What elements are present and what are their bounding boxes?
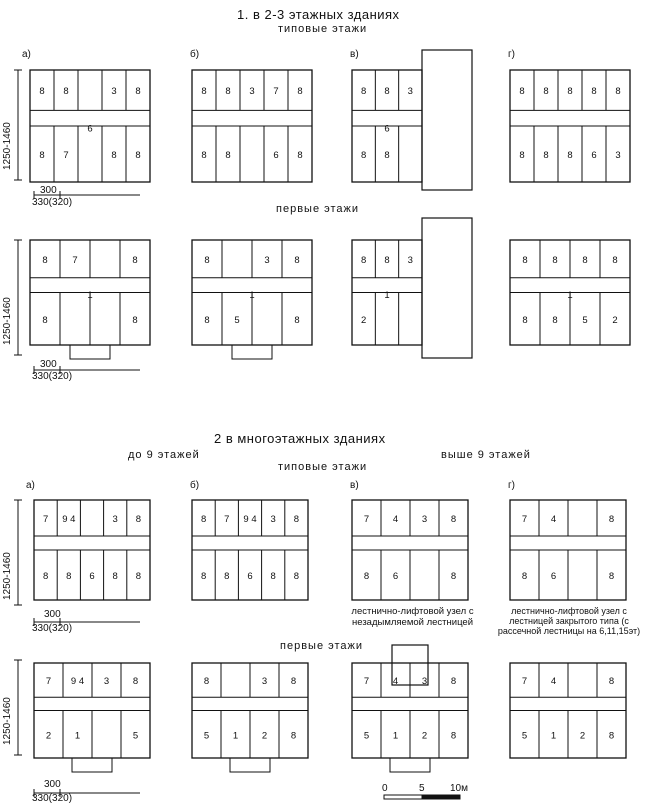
room-number: 4 xyxy=(392,676,399,688)
room-number: 8 xyxy=(522,254,528,266)
room-number: 8 xyxy=(612,254,618,266)
plan-2b-typical xyxy=(192,500,308,600)
room-number: 7 xyxy=(224,514,230,525)
room-number: 2 xyxy=(361,314,367,326)
room-number: 8 xyxy=(132,254,138,266)
stair-core xyxy=(422,218,472,358)
variant-label-g2: г) xyxy=(508,480,515,491)
dim-module-alt-1: 330(320) xyxy=(32,197,73,208)
room-number: 8 xyxy=(450,676,457,688)
room-number: 1 xyxy=(249,289,255,301)
dim-module-2: 300 xyxy=(40,359,57,370)
room-number: 8 xyxy=(200,571,207,582)
plan-2b-first xyxy=(192,663,308,772)
dim-module-4: 300 xyxy=(44,779,61,790)
room-number: 6 xyxy=(550,571,557,582)
room-number: 2 xyxy=(45,730,52,742)
room-number: 5 xyxy=(582,314,588,326)
room-number: 8 xyxy=(39,86,45,98)
room-number: 8 xyxy=(450,730,457,742)
variant-label-v: в) xyxy=(350,49,359,60)
room-number: 6 xyxy=(87,123,93,135)
room-number: 1 xyxy=(384,289,390,301)
room-number: 8 xyxy=(112,571,118,582)
plan-1a-typical xyxy=(30,70,150,182)
room-number: 8 xyxy=(201,150,207,161)
room-number: 1 xyxy=(550,730,557,742)
dim-module-alt-3: 330(320) xyxy=(32,623,73,634)
room-number: 3 xyxy=(421,676,428,688)
scale-0: 0 xyxy=(382,783,388,794)
room-number: 5 xyxy=(203,730,210,742)
room-number: 7 xyxy=(63,150,69,161)
room-number: 8 xyxy=(225,86,231,98)
room-number: 7 xyxy=(42,514,49,525)
room-number: 2 xyxy=(261,730,268,742)
room-number: 5 xyxy=(521,730,528,742)
room-number: 3 xyxy=(112,514,118,525)
room-number: 8 xyxy=(293,514,300,525)
room-number: 3 xyxy=(264,254,270,266)
room-number: 5 xyxy=(363,730,370,742)
room-number: 4 xyxy=(550,514,557,525)
variant-label-b: б) xyxy=(190,49,200,60)
room-number: 7 xyxy=(521,676,528,688)
room-number: 2 xyxy=(421,730,428,742)
room-number: 6 xyxy=(392,571,399,582)
room-number: 8 xyxy=(361,86,367,98)
room-number: 8 xyxy=(608,571,615,582)
section1-first-label: первые этажи xyxy=(276,203,360,215)
room-number: 8 xyxy=(521,571,528,582)
room-number: 8 xyxy=(203,676,210,688)
room-number: 8 xyxy=(361,254,367,266)
section1-title: 1. в 2-3 этажных зданиях xyxy=(237,7,400,22)
variant-label-a: а) xyxy=(22,49,31,60)
room-number: 3 xyxy=(249,86,255,98)
dim-depth-1: 1250-1460 xyxy=(2,122,13,170)
room-number: 8 xyxy=(297,86,303,98)
room-number: 3 xyxy=(421,514,428,525)
scale-5: 5 xyxy=(419,783,425,794)
room-number: 5 xyxy=(132,730,139,742)
caption-variant-g: лестнично-лифтовой узел с лестницей закрытого типа (с рассечной лестницы на 6,11,15эт) xyxy=(497,606,641,636)
plan-2a-first xyxy=(34,663,150,772)
room-number: 9 4 xyxy=(243,514,257,525)
room-number: 3 xyxy=(111,86,117,98)
plan-1g-first xyxy=(510,240,630,345)
plan-2v-typical xyxy=(352,500,468,600)
room-number: 6 xyxy=(384,123,390,135)
dim-module-1: 300 xyxy=(40,185,57,196)
room-number: 8 xyxy=(384,150,390,161)
room-number: 8 xyxy=(552,254,558,266)
room-number: 1 xyxy=(567,289,573,301)
room-number: 8 xyxy=(42,314,48,326)
plan-1g-typical xyxy=(510,70,630,182)
room-number: 2 xyxy=(579,730,586,742)
room-number: 8 xyxy=(384,86,390,98)
room-number: 8 xyxy=(567,150,573,161)
room-number: 9 4 xyxy=(62,514,76,525)
room-number: 7 xyxy=(45,676,52,688)
room-number: 1 xyxy=(392,730,399,742)
room-number: 8 xyxy=(591,86,597,98)
room-number: 8 xyxy=(270,571,276,582)
room-number: 7 xyxy=(521,514,528,525)
room-number: 8 xyxy=(135,514,142,525)
room-number: 3 xyxy=(261,676,268,688)
variant-label-v2: в) xyxy=(350,480,359,491)
variant-label-a2: а) xyxy=(26,480,35,491)
room-number: 3 xyxy=(615,150,621,161)
room-number: 9 4 xyxy=(70,676,85,688)
section2-first-label: первые этажи xyxy=(280,640,364,652)
room-number: 8 xyxy=(361,150,367,161)
room-number: 8 xyxy=(135,571,142,582)
room-number: 8 xyxy=(608,676,615,688)
room-number: 3 xyxy=(103,676,110,688)
room-number: 8 xyxy=(66,571,72,582)
section2-above-9: выше 9 этажей xyxy=(441,449,531,461)
room-number: 8 xyxy=(450,514,457,525)
room-number: 8 xyxy=(42,254,48,266)
dim-module-alt-4: 330(320) xyxy=(32,793,73,804)
room-number: 8 xyxy=(294,314,300,326)
entrance-porch xyxy=(390,758,430,772)
plan-1v-first xyxy=(352,218,472,358)
room-number: 6 xyxy=(273,150,279,161)
room-number: 3 xyxy=(407,86,413,98)
room-number: 7 xyxy=(363,514,370,525)
room-number: 8 xyxy=(297,150,303,161)
room-number: 7 xyxy=(363,676,370,688)
room-number: 2 xyxy=(612,314,618,326)
room-number: 6 xyxy=(89,571,95,582)
room-number: 4 xyxy=(392,514,399,525)
room-number: 8 xyxy=(552,314,558,326)
room-number: 8 xyxy=(567,86,573,98)
plan-2g-first xyxy=(510,663,626,758)
plan-2v-first xyxy=(352,645,468,772)
room-number: 8 xyxy=(135,150,141,161)
entrance-porch xyxy=(230,758,270,772)
dim-module-3: 300 xyxy=(44,609,61,620)
room-number: 8 xyxy=(204,314,210,326)
scale-10: 10м xyxy=(450,783,468,794)
room-number: 8 xyxy=(39,150,45,161)
entrance-porch xyxy=(72,758,112,772)
room-number: 1 xyxy=(232,730,239,742)
room-number: 7 xyxy=(273,86,279,98)
room-number: 6 xyxy=(591,150,597,161)
room-number: 8 xyxy=(543,150,549,161)
room-number: 3 xyxy=(270,514,276,525)
room-number: 3 xyxy=(407,254,413,266)
room-number: 8 xyxy=(135,86,141,98)
section2-title: 2 в многоэтажных зданиях xyxy=(214,431,386,446)
dim-depth-2: 1250-1460 xyxy=(2,297,13,345)
section2-typical-label: типовые этажи xyxy=(278,461,368,473)
room-number: 8 xyxy=(63,86,69,98)
room-number: 4 xyxy=(550,676,557,688)
room-number: 8 xyxy=(132,314,138,326)
room-number: 8 xyxy=(608,730,615,742)
room-number: 8 xyxy=(204,254,210,266)
entrance-porch xyxy=(70,345,110,359)
room-number: 8 xyxy=(582,254,588,266)
plan-1a-first xyxy=(30,240,150,359)
room-number: 1 xyxy=(87,289,93,301)
room-number: 8 xyxy=(42,571,49,582)
room-number: 8 xyxy=(543,86,549,98)
room-number: 8 xyxy=(615,86,621,98)
section2-up-to-9: до 9 этажей xyxy=(128,449,200,461)
room-number: 8 xyxy=(224,571,230,582)
plan-2g-typical xyxy=(510,500,626,600)
room-number: 8 xyxy=(111,150,117,161)
room-number: 1 xyxy=(74,730,81,742)
variant-label-g: г) xyxy=(508,49,515,60)
room-number: 8 xyxy=(384,254,390,266)
room-number: 8 xyxy=(522,314,528,326)
plan-1v-typical xyxy=(352,50,472,190)
room-number: 8 xyxy=(519,150,525,161)
entrance-porch xyxy=(232,345,272,359)
room-number: 7 xyxy=(72,254,78,266)
room-number: 8 xyxy=(450,571,457,582)
dim-depth-4: 1250-1460 xyxy=(2,697,13,745)
caption-variant-v: лестнично-лифтовой узел с незадымляемой лестницей xyxy=(351,606,474,628)
room-number: 8 xyxy=(225,150,231,161)
room-number: 8 xyxy=(608,514,615,525)
variant-label-b2: б) xyxy=(190,480,200,491)
dim-module-alt-2: 330(320) xyxy=(32,371,73,382)
room-number: 8 xyxy=(294,254,300,266)
plan-1b-first xyxy=(192,240,312,359)
section1-typical-label: типовые этажи xyxy=(278,23,368,35)
room-number: 8 xyxy=(200,514,207,525)
room-number: 8 xyxy=(132,676,139,688)
plan-2a-typical xyxy=(34,500,150,600)
room-number: 8 xyxy=(363,571,370,582)
dim-depth-3: 1250-1460 xyxy=(2,552,13,600)
plan-1b-typical xyxy=(192,70,312,182)
stair-core xyxy=(422,50,472,190)
room-number: 8 xyxy=(290,730,297,742)
room-number: 6 xyxy=(247,571,253,582)
room-number: 8 xyxy=(201,86,207,98)
room-number: 8 xyxy=(519,86,525,98)
room-number: 8 xyxy=(290,676,297,688)
room-number: 5 xyxy=(234,314,240,326)
room-number: 8 xyxy=(293,571,300,582)
